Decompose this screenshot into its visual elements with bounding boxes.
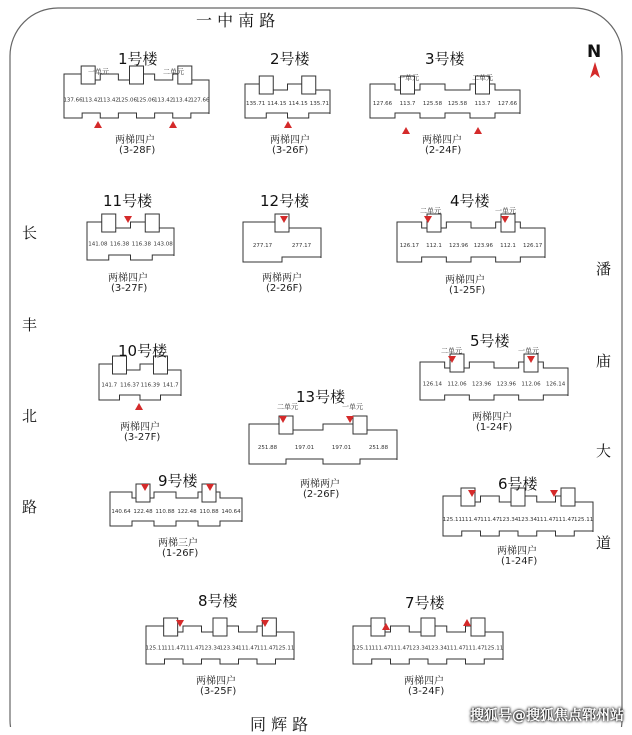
unit-area-label: 111.47 <box>371 645 391 652</box>
building-title: 10号楼 <box>118 342 168 360</box>
layout-type: 两梯四户 <box>196 676 236 687</box>
unit-area-label: 125.58 <box>422 101 443 108</box>
unit-area-label: 111.47 <box>465 645 485 652</box>
floor-range: (2-26F) <box>266 283 303 294</box>
unit-tag: 一单元 <box>398 74 419 82</box>
unit-area-label: 111.47 <box>461 516 481 523</box>
unit-area-label: 125.11 <box>275 645 295 652</box>
unit-area-label: 126.14 <box>422 381 442 388</box>
unit-area-label: 135.71 <box>246 101 266 108</box>
unit-area-label: 111.47 <box>480 516 500 523</box>
unit-area-label: 113.42 <box>99 97 119 104</box>
unit-area-label: 111.47 <box>446 645 466 652</box>
unit-tag: 一单元 <box>342 403 363 411</box>
unit-area-label: 113.42 <box>172 97 192 104</box>
building-title: 12号楼 <box>260 192 310 210</box>
unit-area-label: 125.11 <box>352 645 372 652</box>
entrance-arrow-icon <box>94 121 102 128</box>
building-title: 5号楼 <box>470 332 510 350</box>
unit-area-label: 122.48 <box>177 509 197 516</box>
road-east-3: 大 <box>596 442 612 460</box>
unit-area-label: 125.11 <box>484 645 504 652</box>
unit-area-label: 143.08 <box>153 241 173 248</box>
unit-area-label: 111.47 <box>164 645 184 652</box>
unit-area-label: 123.34 <box>517 516 537 523</box>
stair-core <box>102 214 116 232</box>
unit-area-label: 113.42 <box>154 97 174 104</box>
unit-tag: 一单元 <box>518 347 539 355</box>
unit-area-label: 111.47 <box>238 645 258 652</box>
layout-type: 两梯四户 <box>497 546 537 557</box>
unit-area-label: 125.58 <box>447 101 468 108</box>
floor-range: (3-25F) <box>200 686 237 697</box>
floor-range: (1-24F) <box>476 422 513 433</box>
compass-label: N <box>587 42 602 62</box>
floor-range: (1-25F) <box>449 285 486 296</box>
unit-area-label: 251.88 <box>257 444 278 451</box>
unit-tag: 二单元 <box>420 207 441 215</box>
unit-area-label: 123.34 <box>499 516 519 523</box>
floor-range: (3-27F) <box>124 432 161 443</box>
building-12-plan <box>243 214 321 262</box>
layout-type: 两梯四户 <box>445 275 485 286</box>
layout-type: 两梯两户 <box>262 273 302 284</box>
stair-core <box>164 618 178 636</box>
building-2-plan <box>245 76 330 128</box>
unit-area-label: 140.64 <box>111 509 131 516</box>
unit-area-label: 112.06 <box>447 381 467 388</box>
road-west-4: 路 <box>22 498 38 516</box>
unit-area-label: 123.96 <box>449 242 469 249</box>
floor-range: (2-26F) <box>303 489 340 500</box>
unit-area-label: 140.64 <box>221 509 241 516</box>
floor-range: (3-27F) <box>111 283 148 294</box>
unit-area-label: 125.06 <box>135 97 156 104</box>
unit-area-label: 127.66 <box>497 101 518 108</box>
unit-area-label: 125.11 <box>574 516 594 523</box>
road-east-1: 潘 <box>596 260 612 278</box>
unit-area-label: 116.37 <box>120 382 140 389</box>
building-title: 2号楼 <box>270 50 310 68</box>
stair-core <box>302 76 316 94</box>
layout-type: 两梯四户 <box>120 422 160 433</box>
unit-area-label: 113.42 <box>81 97 101 104</box>
unit-area-label: 123.34 <box>219 645 239 652</box>
layout-type: 两梯四户 <box>115 135 155 146</box>
stair-core <box>259 76 273 94</box>
building-title: 11号楼 <box>103 192 153 210</box>
unit-area-label: 277.17 <box>291 242 312 249</box>
building-title: 1号楼 <box>118 50 158 68</box>
building-10-plan <box>99 356 181 410</box>
floor-range: (3-24F) <box>408 686 445 697</box>
unit-area-label: 111.47 <box>182 645 202 652</box>
unit-area-label: 114.15 <box>288 101 308 108</box>
unit-area-label: 110.88 <box>155 509 175 516</box>
unit-area-label: 111.47 <box>536 516 556 523</box>
unit-area-label: 135.71 <box>309 101 329 108</box>
building-title: 7号楼 <box>405 594 445 612</box>
unit-area-label: 123.96 <box>472 381 492 388</box>
floor-range: (2-24F) <box>425 145 462 156</box>
road-south: 同 辉 路 <box>250 715 309 734</box>
building-1-plan <box>63 66 210 128</box>
stair-core <box>471 618 485 636</box>
stair-core <box>213 618 227 636</box>
building-title: 6号楼 <box>498 475 538 493</box>
building-title: 4号楼 <box>450 192 490 210</box>
unit-area-label: 112.06 <box>521 381 541 388</box>
layout-type: 两梯四户 <box>108 273 148 284</box>
building-title: 3号楼 <box>425 50 465 68</box>
layout-type: 两梯两户 <box>300 479 340 490</box>
unit-area-label: 126.17 <box>399 242 419 249</box>
unit-area-label: 197.01 <box>331 444 352 451</box>
entrance-arrow-icon <box>474 127 482 134</box>
building-title: 8号楼 <box>198 592 238 610</box>
unit-area-label: 123.34 <box>409 645 429 652</box>
entrance-arrow-icon <box>135 403 143 410</box>
unit-area-label: 111.47 <box>555 516 575 523</box>
unit-area-label: 122.48 <box>133 509 153 516</box>
unit-tag: 一单元 <box>495 207 516 215</box>
unit-area-label: 125.11 <box>145 645 165 652</box>
unit-area-label: 277.17 <box>252 242 273 249</box>
stair-core <box>353 416 367 434</box>
unit-tag: 二单元 <box>277 403 298 411</box>
building-7-plan <box>353 618 504 664</box>
floor-range: (1-26F) <box>162 548 199 559</box>
unit-area-label: 127.66 <box>372 101 393 108</box>
unit-tag: 二单元 <box>441 347 462 355</box>
unit-area-label: 141.08 <box>88 241 108 248</box>
building-5-plan <box>420 354 568 400</box>
unit-area-label: 123.34 <box>201 645 221 652</box>
unit-area-label: 123.96 <box>473 242 493 249</box>
unit-area-label: 111.47 <box>390 645 410 652</box>
building-title: 9号楼 <box>158 472 198 490</box>
unit-area-label: 126.14 <box>546 381 566 388</box>
unit-area-label: 123.96 <box>496 381 516 388</box>
stair-core <box>371 618 385 636</box>
building-title: 13号楼 <box>296 388 346 406</box>
unit-area-label: 251.88 <box>368 444 389 451</box>
unit-tag: 一单元 <box>88 68 109 76</box>
layout-type: 两梯四户 <box>472 412 512 423</box>
entrance-arrow-icon <box>402 127 410 134</box>
watermark: 搜狐号@搜狐焦点郓州站 <box>470 708 624 724</box>
layout-type: 两梯三户 <box>158 538 198 549</box>
entrance-arrow-icon <box>284 121 292 128</box>
unit-area-label: 116.38 <box>131 241 151 248</box>
floor-range: (1-24F) <box>501 556 538 567</box>
unit-tag: 二单元 <box>472 74 493 82</box>
building-3-plan <box>370 76 520 134</box>
road-east-2: 庙 <box>596 352 612 370</box>
building-4-plan <box>397 214 545 262</box>
road-east-4: 道 <box>596 534 612 552</box>
unit-tag: 二单元 <box>163 68 184 76</box>
unit-area-label: 123.34 <box>427 645 447 652</box>
building-11-plan <box>87 214 174 260</box>
stair-core <box>561 488 575 506</box>
unit-area-label: 127.66 <box>190 97 210 104</box>
unit-area-label: 111.47 <box>256 645 276 652</box>
unit-area-label: 116.38 <box>110 241 130 248</box>
building-6-plan <box>443 488 594 536</box>
unit-area-label: 112.1 <box>500 242 516 249</box>
unit-area-label: 113.7 <box>474 101 491 108</box>
road-west-1: 长 <box>22 224 38 242</box>
unit-area-label: 125.11 <box>442 516 462 523</box>
unit-area-label: 141.7 <box>162 382 179 389</box>
stair-core <box>145 214 159 232</box>
stair-core <box>421 618 435 636</box>
north-arrow-icon <box>590 62 600 78</box>
unit-area-label: 110.88 <box>199 509 219 516</box>
entrance-arrow-icon <box>463 619 471 626</box>
unit-area-label: 126.17 <box>523 242 543 249</box>
layout-type: 两梯四户 <box>270 135 310 146</box>
unit-area-label: 197.01 <box>294 444 315 451</box>
entrance-arrow-icon <box>169 121 177 128</box>
unit-area-label: 141.7 <box>101 382 118 389</box>
unit-area-label: 137.66 <box>63 97 83 104</box>
unit-area-label: 112.1 <box>426 242 442 249</box>
floor-range: (3-26F) <box>272 145 309 156</box>
building-8-plan <box>146 618 295 664</box>
unit-area-label: 125.06 <box>117 97 138 104</box>
floor-range: (3-28F) <box>119 145 156 156</box>
road-west-3: 北 <box>22 407 38 425</box>
layout-type: 两梯四户 <box>404 676 444 687</box>
layout-type: 两梯四户 <box>422 135 462 146</box>
road-north: 一 中 南 路 <box>196 11 276 30</box>
building-13-plan <box>249 416 397 464</box>
road-west-2: 丰 <box>22 316 38 334</box>
unit-area-label: 113.7 <box>399 101 416 108</box>
unit-area-label: 114.15 <box>267 101 287 108</box>
unit-area-label: 116.39 <box>140 382 160 389</box>
